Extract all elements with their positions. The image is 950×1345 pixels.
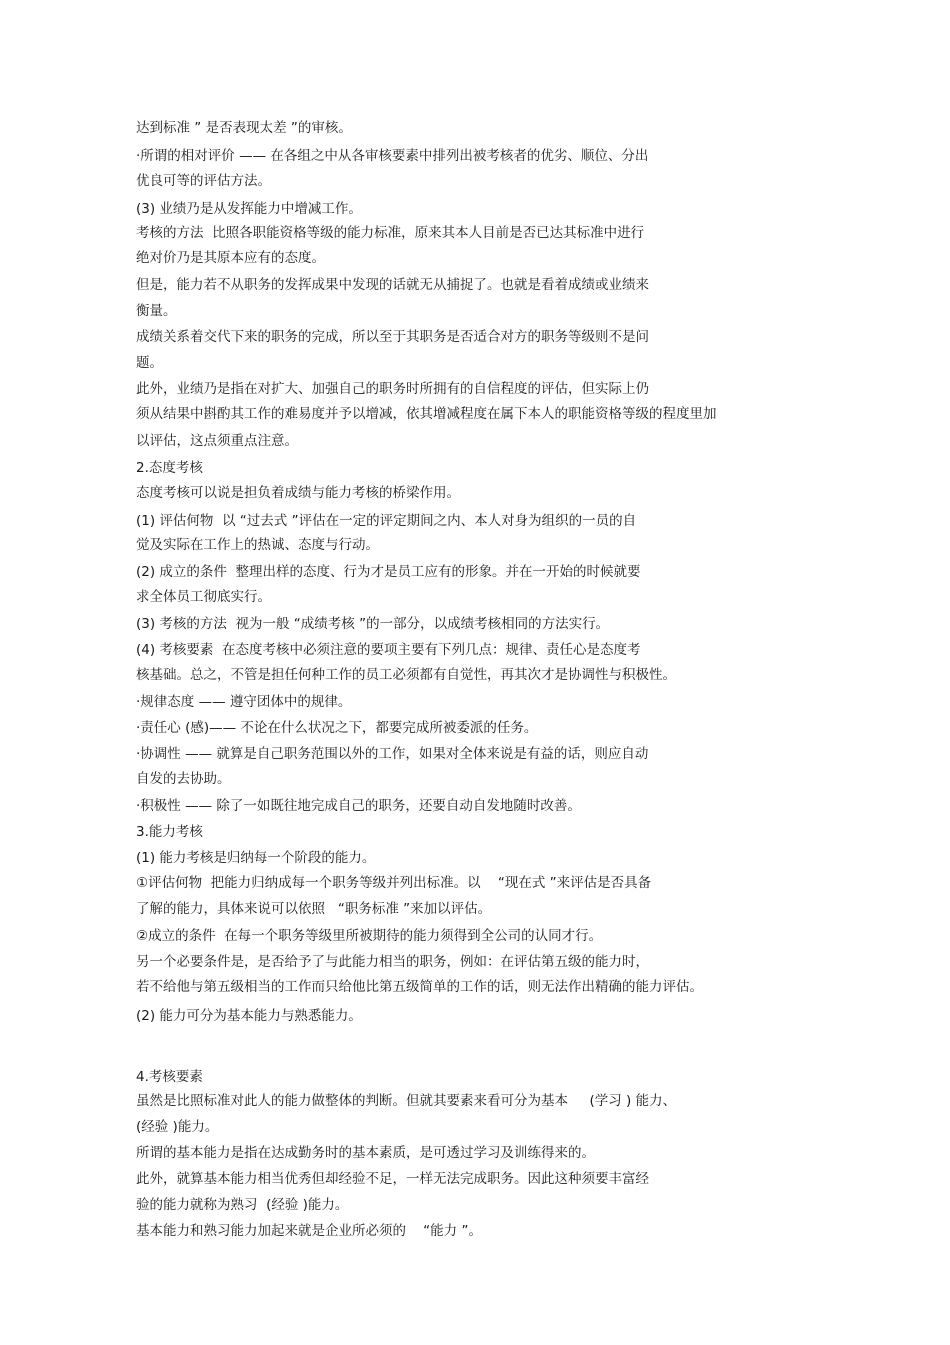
- text-line: 若不给他与第五级相当的工作而只给他比第五级简单的工作的话，则无法作出精确的能力评估。: [136, 979, 703, 995]
- section-heading: 2.态度考核: [136, 460, 203, 476]
- text-line: 觉及实际在工作上的热诚、态度与行动。: [136, 537, 379, 553]
- text-line: 此外，就算基本能力相当优秀但却经验不足，一样无法完成职务。因此这种须要丰富经: [136, 1171, 649, 1187]
- text-line: 所谓的基本能力是指在达成勤务时的基本素质，是可透过学习及训练得来的。: [136, 1145, 595, 1161]
- text-line: (经验 )能力。: [136, 1119, 219, 1135]
- text-line: 此外，业绩乃是指在对扩大、加强自己的职务时所拥有的自信程度的评估，但实际上仍: [136, 381, 649, 397]
- text-line: 核基础。总之，不管是担任何种工作的员工必须都有自觉性，再其次才是协调性与积极性。: [136, 667, 676, 683]
- text-line: ①评估何物 把能力归纳成每一个职务等级并列出标准。以 “现在式 ”来评估是否具备: [136, 875, 652, 891]
- text-line: 态度考核可以说是担负着成绩与能力考核的桥梁作用。: [136, 485, 460, 501]
- text-line: 基本能力和熟习能力加起来就是企业所必须的 “能力 ”。: [136, 1223, 482, 1239]
- text-line: (3) 业绩乃是从发挥能力中增减工作。: [136, 201, 362, 217]
- text-line: 考核的方法 比照各职能资格等级的能力标准，原来其本人目前是否已达其标准中进行: [136, 225, 645, 241]
- text-line: (4) 考核要素 在态度考核中必须注意的要项主要有下列几点：规律、责任心是态度考: [136, 642, 641, 658]
- text-line: (3) 考核的方法 视为一般 “成绩考核 ”的一部分，以成绩考核相同的方法实行。: [136, 616, 610, 632]
- text-line: 自发的去协助。: [136, 771, 231, 787]
- text-line: (2) 能力可分为基本能力与熟悉能力。: [136, 1008, 362, 1024]
- text-line: 成绩关系着交代下来的职务的完成，所以至于其职务是否适合对方的职务等级则不是问: [136, 329, 649, 345]
- text-line: 求全体员工彻底实行。: [136, 589, 271, 605]
- text-line: 题。: [136, 355, 163, 371]
- text-line: 但是，能力若不从职务的发挥成果中发现的话就无从捕捉了。也就是看着成绩或业绩来: [136, 277, 649, 293]
- text-line: ·积极性 —— 除了一如既往地完成自己的职务，还要自动自发地随时改善。: [136, 798, 581, 814]
- text-line: ·责任心 (感)—— 不论在什么状况之下，都要完成所被委派的任务。: [136, 720, 538, 736]
- text-line: 须从结果中斟酌其工作的难易度并予以增减，依其增减程度在属下本人的职能资格等级的程度里加: [136, 406, 717, 422]
- text-line: ·协调性 —— 就算是自己职务范围以外的工作，如果对全体来说是有益的话，则应自动: [136, 746, 649, 762]
- text-line: 验的能力就称为熟习 (经验 )能力。: [136, 1197, 349, 1213]
- text-line: 以评估，这点须重点注意。: [136, 433, 298, 449]
- text-line: 绝对价乃是其原本应有的态度。: [136, 250, 325, 266]
- text-line: 达到标准 ” 是否表现太差 ”的审核。: [136, 120, 352, 136]
- text-line: 衡量。: [136, 303, 177, 319]
- text-line: (1) 评估何物 以 “过去式 ”评估在一定的评定期间之内、本人对身为组织的一员的自: [136, 513, 637, 529]
- section-heading: 3.能力考核: [136, 824, 203, 840]
- text-line: (2) 成立的条件 整理出样的态度、行为才是员工应有的形象。并在一开始的时候就要: [136, 564, 641, 580]
- text-line: (1) 能力考核是归纳每一个阶段的能力。: [136, 850, 376, 866]
- text-line: ·所谓的相对评价 —— 在各组之中从各审核要素中排列出被考核者的优劣、顺位、分出: [136, 148, 649, 164]
- text-line: ·规律态度 —— 遵守团体中的规律。: [136, 694, 352, 710]
- section-heading: 4.考核要素: [136, 1069, 203, 1085]
- text-line: 优良可等的评估方法。: [136, 173, 271, 189]
- text-line: 了解的能力，具体来说可以依照 “职务标准 ”来加以评估。: [136, 901, 492, 917]
- text-line: ②成立的条件 在每一个职务等级里所被期待的能力须得到全公司的认同才行。: [136, 928, 603, 944]
- text-line: 虽然是比照标准对此人的能力做整体的判断。但就其要素来看可分为基本 (学习 ) 能力、: [136, 1093, 677, 1109]
- text-line: 另一个必要条件是，是否给予了与此能力相当的职务，例如：在评估第五级的能力时，: [136, 954, 649, 970]
